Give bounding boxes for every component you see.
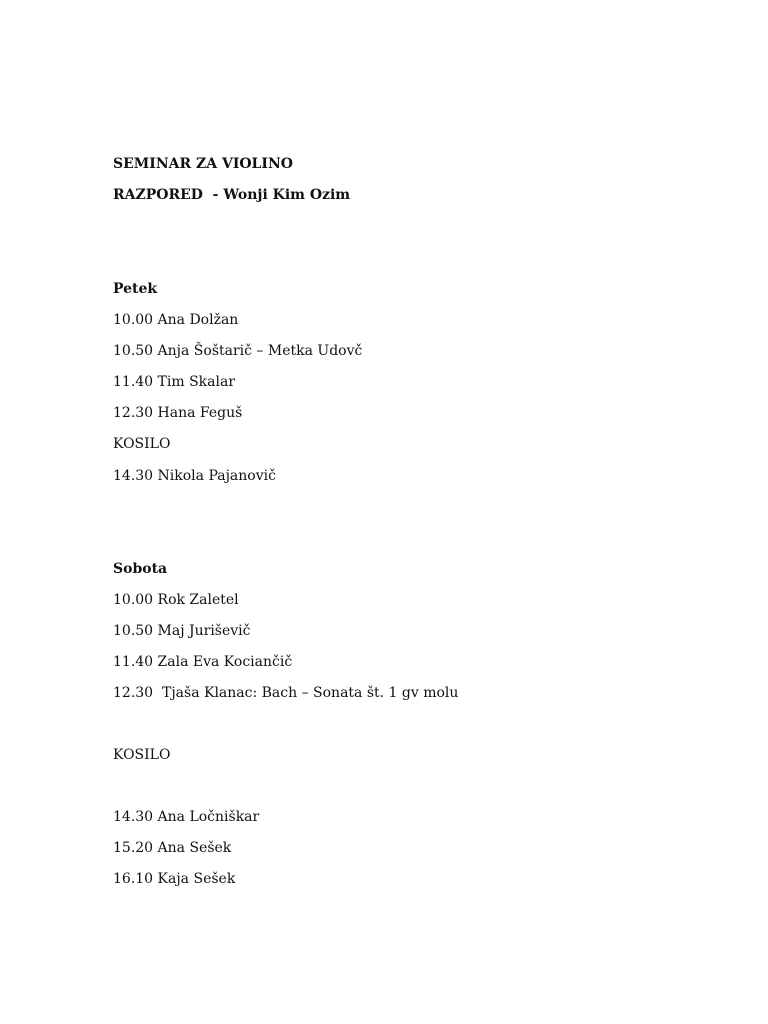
schedule-entry: 11.40 Zala Eva Kociančič <box>113 654 293 670</box>
lunch-break: KOSILO <box>113 747 171 763</box>
schedule-entry: 12.30 Hana Feguš <box>113 405 243 421</box>
document-title: SEMINAR ZA VIOLINO <box>113 156 293 172</box>
schedule-entry: 14.30 Nikola Pajanovič <box>113 468 276 484</box>
schedule-entry: 11.40 Tim Skalar <box>113 374 236 390</box>
schedule-entry: 14.30 Ana Ločniškar <box>113 809 260 825</box>
schedule-entry: 10.00 Rok Zaletel <box>113 592 239 608</box>
schedule-entry: 10.50 Anja Šoštarič – Metka Udovč <box>113 343 363 359</box>
schedule-entry: 12.30 Tjaša Klanac: Bach – Sonata št. 1 gv molu <box>113 685 459 701</box>
schedule-entry: 10.50 Maj Juriševič <box>113 623 251 639</box>
lunch-break: KOSILO <box>113 436 171 452</box>
schedule-entry: 15.20 Ana Sešek <box>113 840 232 856</box>
day-heading-friday: Petek <box>113 281 158 297</box>
document-subtitle: RAZPORED - Wonji Kim Ozim <box>113 187 351 203</box>
schedule-entry: 10.00 Ana Dolžan <box>113 312 239 328</box>
schedule-entry: 16.10 Kaja Sešek <box>113 871 236 887</box>
day-heading-saturday: Sobota <box>113 561 168 577</box>
